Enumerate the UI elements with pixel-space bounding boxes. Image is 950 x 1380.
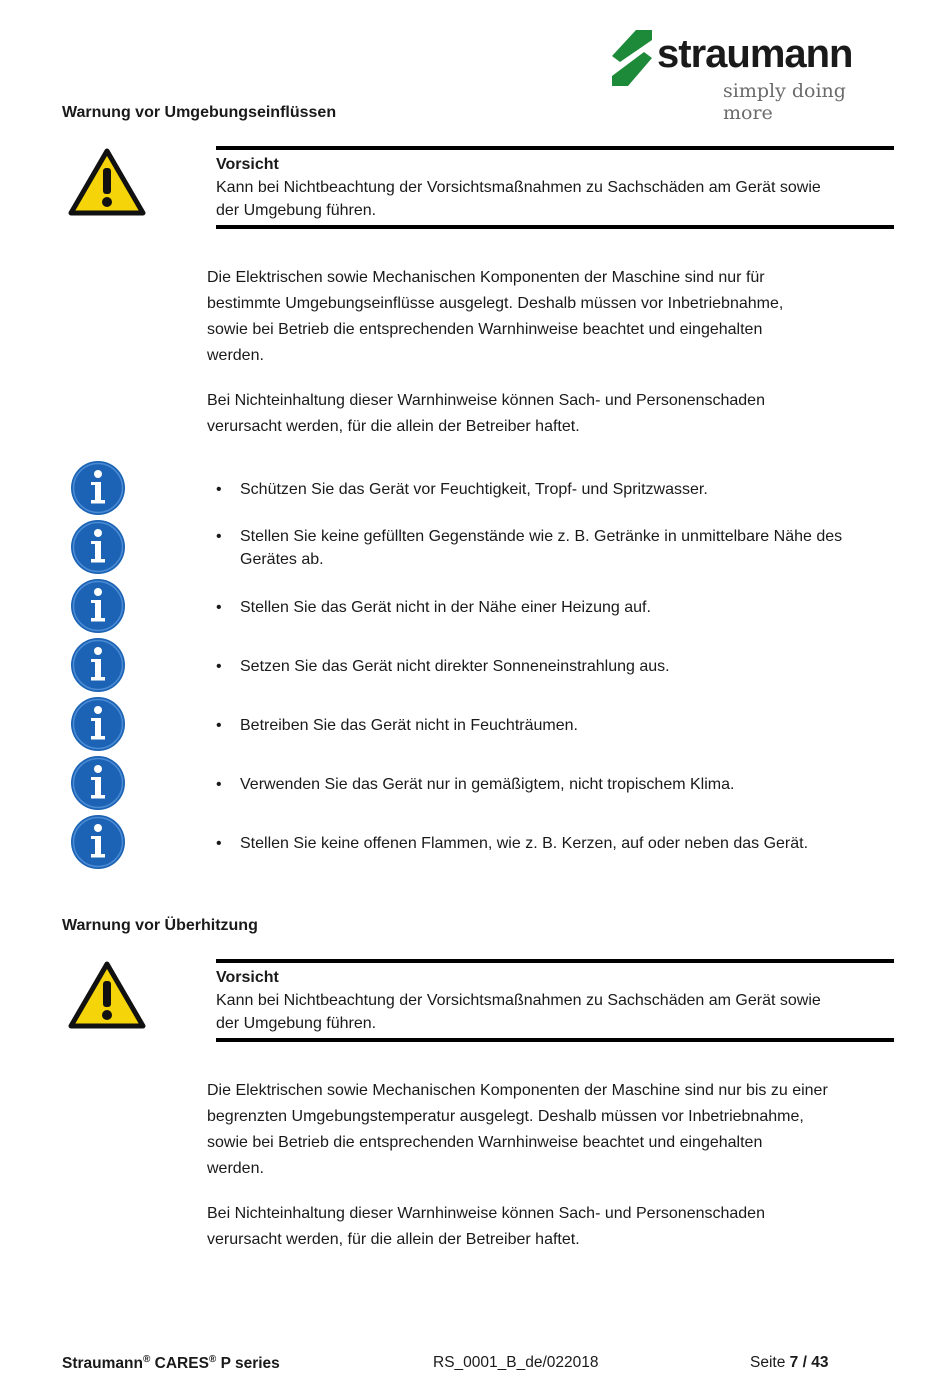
- page-current: 7: [789, 1354, 799, 1371]
- footer-doc-id: RS_0001_B_de/022018: [433, 1354, 599, 1371]
- paragraph-line: verursacht werden, für die allein der Betreiber haftet.: [207, 418, 580, 435]
- list-item-text: Verwenden Sie das Gerät nur in gemäßigtem, nicht tropischem Klima.: [240, 776, 735, 793]
- body-paragraph: [207, 265, 897, 369]
- info-icon: [70, 696, 126, 752]
- paragraph-line: sowie bei Betrieb die entsprechenden Warnhinweise beachtet und eingehalten: [207, 321, 763, 338]
- callout-title: Vorsicht: [216, 969, 279, 986]
- body-paragraph: [207, 1078, 897, 1182]
- registered-mark: ®: [142, 1354, 151, 1365]
- paragraph-line: Die Elektrischen sowie Mechanischen Komponenten der Maschine sind nur bis zu einer: [207, 1082, 828, 1099]
- paragraph-line: werden.: [207, 347, 264, 364]
- paragraph-line: sowie bei Betrieb die entsprechenden Warnhinweise beachtet und eingehalten: [207, 1134, 763, 1151]
- info-icon: [70, 460, 126, 516]
- list-item-line: Gerätes ab.: [240, 551, 324, 568]
- paragraph-line: verursacht werden, für die allein der Betreiber haftet.: [207, 1231, 580, 1248]
- footer-product-name: CARES: [154, 1355, 209, 1372]
- info-icon: [70, 578, 126, 634]
- list-item-text: Schützen Sie das Gerät vor Feuchtigkeit, Tropf- und Spritzwasser.: [240, 481, 708, 498]
- info-icon: [70, 755, 126, 811]
- warning-triangle-icon: [68, 961, 146, 1029]
- callout-text-line: Kann bei Nichtbeachtung der Vorsichtsmaßnahmen zu Sachschäden am Gerät sowie: [216, 992, 821, 1009]
- list-item-text: Stellen Sie das Gerät nicht in der Nähe einer Heizung auf.: [240, 599, 651, 616]
- bullet-dot-icon: •: [216, 776, 222, 793]
- section-heading: Warnung vor Umgebungseinflüssen: [62, 104, 337, 121]
- paragraph-line: Bei Nichteinhaltung dieser Warnhinweise können Sach- und Personenschaden: [207, 392, 765, 409]
- logo-tagline: simply doing more: [723, 80, 846, 124]
- straumann-logo: [610, 28, 885, 124]
- bullet-dot-icon: •: [216, 481, 222, 498]
- paragraph-line: bestimmte Umgebungseinflüsse ausgelegt. Deshalb müssen vor Inbetriebnahme,: [207, 295, 784, 312]
- body-paragraph: [207, 388, 897, 440]
- info-icon: [70, 814, 126, 870]
- info-icon: [70, 519, 126, 575]
- page-total: 43: [811, 1354, 829, 1371]
- footer-model: P series: [220, 1355, 280, 1372]
- list-item-text: Setzen Sie das Gerät nicht direkter Sonneneinstrahlung aus.: [240, 658, 670, 675]
- list-item-text: [240, 525, 895, 571]
- logo-wordmark: straumann: [657, 32, 853, 76]
- bullet-dot-icon: •: [216, 528, 222, 545]
- info-icon: [70, 637, 126, 693]
- list-item-line: Stellen Sie keine gefüllten Gegenstände wie z. B. Getränke in unmittelbare Nähe des: [240, 528, 843, 545]
- callout-text-line: der Umgebung führen.: [216, 1015, 377, 1032]
- list-item-text: Stellen Sie keine offenen Flammen, wie z. B. Kerzen, auf oder neben das Gerät.: [240, 835, 809, 852]
- callout-text-line: Kann bei Nichtbeachtung der Vorsichtsmaßnahmen zu Sachschäden am Gerät sowie: [216, 179, 821, 196]
- paragraph-line: werden.: [207, 1160, 264, 1177]
- callout-text-line: der Umgebung führen.: [216, 202, 377, 219]
- caution-callout: [216, 146, 894, 229]
- body-paragraph: [207, 1201, 897, 1253]
- registered-mark: ®: [208, 1354, 217, 1365]
- list-item-text: Betreiben Sie das Gerät nicht in Feuchträumen.: [240, 717, 578, 734]
- caution-callout: [216, 959, 894, 1042]
- page-label: Seite: [750, 1354, 786, 1371]
- paragraph-line: Die Elektrischen sowie Mechanischen Komponenten der Maschine sind nur für: [207, 269, 765, 286]
- bullet-dot-icon: •: [216, 835, 222, 852]
- bullet-dot-icon: •: [216, 599, 222, 616]
- paragraph-line: begrenzten Umgebungstemperatur ausgelegt. Deshalb müssen vor Inbetriebnahme,: [207, 1108, 804, 1125]
- page-separator: /: [802, 1354, 807, 1371]
- bullet-dot-icon: •: [216, 658, 222, 675]
- footer-brand: Straumann: [62, 1355, 143, 1372]
- warning-triangle-icon: [68, 148, 146, 216]
- bullet-dot-icon: •: [216, 717, 222, 734]
- callout-title: Vorsicht: [216, 156, 279, 173]
- footer-page-number: [750, 1354, 828, 1372]
- straumann-leaf-icon: [610, 28, 656, 88]
- paragraph-line: Bei Nichteinhaltung dieser Warnhinweise können Sach- und Personenschaden: [207, 1205, 765, 1222]
- section-heading: Warnung vor Überhitzung: [62, 917, 258, 934]
- footer-product: [62, 1354, 280, 1373]
